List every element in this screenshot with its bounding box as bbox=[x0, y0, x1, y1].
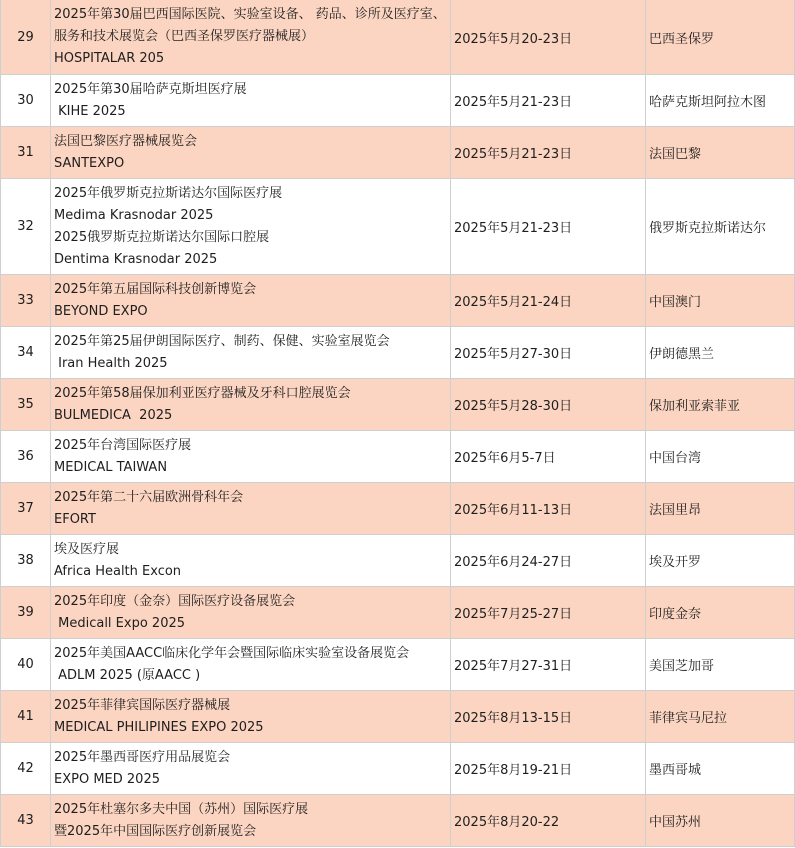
exhibition-location: 埃及开罗 bbox=[646, 535, 795, 587]
name-line: 2025年美国AACC临床化学年会暨国际临床实验室设备展览会 bbox=[54, 645, 410, 661]
row-number: 38 bbox=[1, 535, 51, 587]
exhibition-date: 2025年6月5-7日 bbox=[451, 431, 646, 483]
table-row bbox=[1, 431, 795, 483]
exhibition-name bbox=[51, 743, 451, 795]
exhibition-location: 中国苏州 bbox=[646, 795, 795, 847]
row-number: 30 bbox=[1, 75, 51, 127]
row-number: 36 bbox=[1, 431, 51, 483]
row-number: 39 bbox=[1, 587, 51, 639]
name-line: 2025俄罗斯克拉斯诺达尔国际口腔展 bbox=[54, 229, 270, 245]
table-body bbox=[1, 0, 795, 847]
name-line: BULMEDICA 2025 bbox=[54, 407, 173, 423]
row-number: 43 bbox=[1, 795, 51, 847]
exhibition-location: 墨西哥城 bbox=[646, 743, 795, 795]
table-row bbox=[1, 639, 795, 691]
name-line: 2025年第58届保加利亚医疗器械及牙科口腔展览会 bbox=[54, 385, 351, 401]
name-line: 法国巴黎医疗器械展览会 bbox=[54, 133, 198, 149]
exhibition-date: 2025年6月24-27日 bbox=[451, 535, 646, 587]
name-line: EFORT bbox=[54, 511, 96, 527]
exhibition-date: 2025年8月20-22 bbox=[451, 795, 646, 847]
row-number: 33 bbox=[1, 275, 51, 327]
exhibition-date: 2025年8月13-15日 bbox=[451, 691, 646, 743]
exhibition-date: 2025年8月19-21日 bbox=[451, 743, 646, 795]
exhibition-location: 保加利亚索菲亚 bbox=[646, 379, 795, 431]
exhibition-location: 俄罗斯克拉斯诺达尔 bbox=[646, 179, 795, 275]
exhibition-name bbox=[51, 691, 451, 743]
table-row bbox=[1, 743, 795, 795]
name-line: 埃及医疗展 bbox=[54, 541, 120, 557]
row-number: 37 bbox=[1, 483, 51, 535]
exhibition-name bbox=[51, 127, 451, 179]
exhibition-date: 2025年5月21-23日 bbox=[451, 75, 646, 127]
name-line: 2025年墨西哥医疗用品展览会 bbox=[54, 749, 231, 765]
exhibition-location: 法国巴黎 bbox=[646, 127, 795, 179]
exhibition-location: 法国里昂 bbox=[646, 483, 795, 535]
exhibition-location: 哈萨克斯坦阿拉木图 bbox=[646, 75, 795, 127]
row-number: 31 bbox=[1, 127, 51, 179]
name-line: 2025年第30届哈萨克斯坦医疗展 bbox=[54, 81, 247, 97]
exhibition-name bbox=[51, 75, 451, 127]
row-number: 29 bbox=[1, 0, 51, 75]
table-row bbox=[1, 587, 795, 639]
name-line: KIHE 2025 bbox=[54, 103, 126, 119]
exhibition-location: 巴西圣保罗 bbox=[646, 0, 795, 75]
exhibition-date: 2025年5月27-30日 bbox=[451, 327, 646, 379]
table-row bbox=[1, 379, 795, 431]
name-line: Dentima Krasnodar 2025 bbox=[54, 251, 218, 267]
table-row bbox=[1, 535, 795, 587]
exhibition-date: 2025年7月25-27日 bbox=[451, 587, 646, 639]
name-line: EXPO MED 2025 bbox=[54, 771, 160, 787]
table-row bbox=[1, 75, 795, 127]
exhibition-location: 印度金奈 bbox=[646, 587, 795, 639]
name-line: 2025年台湾国际医疗展 bbox=[54, 437, 192, 453]
name-line: BEYOND EXPO bbox=[54, 303, 148, 319]
exhibition-date: 2025年5月21-23日 bbox=[451, 127, 646, 179]
row-number: 40 bbox=[1, 639, 51, 691]
row-number: 32 bbox=[1, 179, 51, 275]
name-line: Iran Health 2025 bbox=[54, 355, 168, 371]
exhibition-location: 伊朗德黑兰 bbox=[646, 327, 795, 379]
exhibition-date: 2025年5月28-30日 bbox=[451, 379, 646, 431]
name-line: 2025年第25届伊朗国际医疗、制药、保健、实验室展览会 bbox=[54, 333, 390, 349]
name-line: 服务和技术展览会（巴西圣保罗医疗器械展） bbox=[54, 29, 315, 44]
exhibition-name bbox=[51, 483, 451, 535]
name-line: 2025年俄罗斯克拉斯诺达尔国际医疗展 bbox=[54, 185, 283, 201]
row-number: 42 bbox=[1, 743, 51, 795]
name-line: MEDICAL PHILIPINES EXPO 2025 bbox=[54, 719, 264, 735]
exhibition-location: 中国澳门 bbox=[646, 275, 795, 327]
table-row bbox=[1, 483, 795, 535]
name-line: 2025年菲律宾国际医疗器械展 bbox=[54, 697, 231, 713]
row-number: 35 bbox=[1, 379, 51, 431]
name-line: ADLM 2025 (原AACC ) bbox=[54, 667, 201, 683]
row-number: 34 bbox=[1, 327, 51, 379]
exhibition-date: 2025年6月11-13日 bbox=[451, 483, 646, 535]
exhibition-name bbox=[51, 327, 451, 379]
name-line: HOSPITALAR 205 bbox=[54, 51, 165, 66]
row-number: 41 bbox=[1, 691, 51, 743]
table-row bbox=[1, 0, 795, 75]
exhibition-name bbox=[51, 379, 451, 431]
exhibition-name bbox=[51, 639, 451, 691]
name-line: Africa Health Excon bbox=[54, 563, 182, 579]
exhibition-name bbox=[51, 587, 451, 639]
name-line: 2025年第五届国际科技创新博览会 bbox=[54, 281, 257, 297]
name-line: 2025年第30届巴西国际医院、实验室设备、 药品、诊所及医疗室、 bbox=[54, 7, 446, 22]
name-line: MEDICAL TAIWAN bbox=[54, 459, 168, 475]
table-row bbox=[1, 327, 795, 379]
exhibition-date: 2025年5月20-23日 bbox=[451, 0, 646, 75]
exhibition-date: 2025年7月27-31日 bbox=[451, 639, 646, 691]
exhibition-location: 中国台湾 bbox=[646, 431, 795, 483]
name-line: Medicall Expo 2025 bbox=[54, 615, 186, 631]
table-row bbox=[1, 275, 795, 327]
exhibition-location: 美国芝加哥 bbox=[646, 639, 795, 691]
exhibition-location: 菲律宾马尼拉 bbox=[646, 691, 795, 743]
exhibition-name bbox=[51, 0, 451, 75]
table-row bbox=[1, 795, 795, 847]
exhibition-name bbox=[51, 431, 451, 483]
exhibition-date: 2025年5月21-23日 bbox=[451, 179, 646, 275]
table-row bbox=[1, 691, 795, 743]
name-line: 暨2025年中国国际医疗创新展览会 bbox=[54, 823, 257, 839]
name-line: Medima Krasnodar 2025 bbox=[54, 207, 214, 223]
exhibition-date: 2025年5月21-24日 bbox=[451, 275, 646, 327]
name-line: SANTEXPO bbox=[54, 155, 125, 171]
name-line: 2025年第二十六届欧洲骨科年会 bbox=[54, 489, 244, 505]
exhibition-name bbox=[51, 179, 451, 275]
exhibition-name bbox=[51, 535, 451, 587]
table-row bbox=[1, 127, 795, 179]
exhibition-name bbox=[51, 275, 451, 327]
table-row bbox=[1, 179, 795, 275]
name-line: 2025年印度（金奈）国际医疗设备展览会 bbox=[54, 593, 296, 609]
exhibition-name bbox=[51, 795, 451, 847]
name-line: 2025年杜塞尔多夫中国（苏州）国际医疗展 bbox=[54, 801, 309, 817]
